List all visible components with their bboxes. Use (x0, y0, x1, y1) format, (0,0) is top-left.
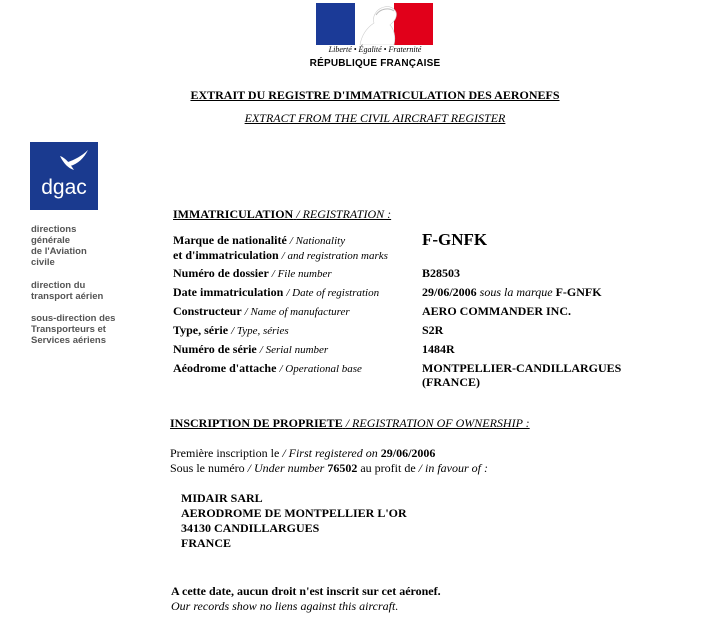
label-manufacturer (173, 304, 350, 319)
label-en: / Type, séries (231, 325, 289, 337)
dgac-logo-icon (30, 142, 98, 210)
label-en: / File number (271, 268, 332, 280)
sidebar-block-dgac (31, 224, 87, 268)
type-value: S2R (422, 323, 444, 337)
label-en: / and registration marks (281, 250, 388, 262)
base-value (422, 361, 621, 389)
registration-heading (173, 207, 391, 222)
label-fr: Aéodrome d'attache (173, 361, 277, 375)
label-type (173, 323, 289, 338)
label-fr: Numéro de série (173, 342, 257, 356)
label-file-number (173, 266, 332, 281)
file-number-value: B28503 (422, 266, 461, 280)
first-registration-fr: Première inscription le (170, 446, 280, 460)
label-serial (173, 342, 328, 357)
sidebar-line: directions (31, 224, 77, 235)
republic-motto: Liberté • Égalité • Fraternité (328, 45, 422, 54)
liens-note-fr: A cette date, aucun droit n'est inscrit sur cet aéronef. (171, 584, 441, 598)
owner-address (181, 491, 407, 551)
number-fr: Sous le numéro (170, 461, 245, 475)
label-nationality (173, 233, 388, 263)
owner-line: 34130 CANDILLARGUES (181, 521, 320, 535)
registration-mark: F-GNFK (422, 230, 488, 249)
label-en: / Operational base (279, 363, 362, 375)
registration-heading-fr: IMMATRICULATION (173, 207, 294, 221)
registration-heading-en: / REGISTRATION : (296, 207, 392, 221)
sidebar-line: direction du (31, 280, 86, 291)
dgac-logo (30, 142, 98, 210)
first-registration-en: / First registered on (282, 446, 378, 460)
label-base (173, 361, 362, 376)
label-en: / Serial number (259, 344, 329, 356)
sidebar-line: générale (31, 235, 71, 246)
label-en: / Name of manufacturer (244, 306, 350, 318)
registration-date-value (422, 285, 602, 299)
dgac-logo-text: dgac (41, 176, 87, 199)
republic-name: RÉPUBLIQUE FRANÇAISE (309, 58, 441, 69)
manufacturer-value: AERO COMMANDER INC. (422, 304, 571, 318)
label-en: / Nationality (289, 235, 346, 247)
sidebar-line: civile (31, 257, 55, 268)
label-fr: Marque de nationalité (173, 233, 287, 247)
french-flag-icon (316, 3, 433, 45)
sidebar-block-subdirection (31, 313, 115, 346)
base-line: (FRANCE) (422, 375, 480, 389)
registration-date-mid: sous la marque (479, 285, 553, 299)
registration-date-mark: F-GNFK (555, 285, 602, 299)
page-title-fr: EXTRAIT DU REGISTRE D'IMMATRICULATION DES AERONEFS (190, 88, 560, 102)
first-registration-date: 29/06/2006 (380, 446, 436, 460)
label-fr: Numéro de dossier (173, 266, 269, 280)
sidebar-line: transport aérien (31, 291, 104, 302)
owner-line: MIDAIR SARL (181, 491, 263, 505)
label-fr: et d'immatriculation (173, 248, 279, 262)
liens-note-en: Our records show no liens against this aircraft. (171, 599, 399, 613)
number-en: / Under number (247, 461, 325, 475)
favour-fr: au profit de (360, 461, 416, 475)
ownership-number: 76502 (327, 461, 358, 475)
ownership-heading-en: / REGISTRATION OF OWNERSHIP : (345, 416, 530, 430)
owner-line: AERODROME DE MONTPELLIER L'OR (181, 506, 407, 520)
label-fr: Constructeur (173, 304, 242, 318)
first-registration-line (170, 446, 435, 460)
label-fr: Type, série (173, 323, 229, 337)
owner-line: FRANCE (181, 536, 231, 550)
label-en: / Date of registration (286, 287, 380, 299)
label-registration-date (173, 285, 379, 300)
sidebar-line: Services aériens (31, 335, 107, 346)
sidebar-line: sous-direction des (31, 313, 116, 324)
base-line: MONTPELLIER-CANDILLARGUES (422, 361, 622, 375)
ownership-heading (170, 416, 530, 431)
sidebar-block-dta (31, 280, 103, 302)
ownership-heading-fr: INSCRIPTION DE PROPRIETE (170, 416, 343, 430)
page-title-en: EXTRACT FROM THE CIVIL AIRCRAFT REGISTER (244, 111, 506, 125)
registration-number-line (170, 461, 488, 475)
sidebar-line: Transporteurs et (31, 324, 106, 335)
serial-value: 1484R (422, 342, 455, 356)
sidebar-line: de l'Aviation (31, 246, 87, 257)
label-fr: Date immatriculation (173, 285, 284, 299)
registration-date: 29/06/2006 (422, 285, 477, 299)
favour-en: / in favour of : (418, 461, 488, 475)
